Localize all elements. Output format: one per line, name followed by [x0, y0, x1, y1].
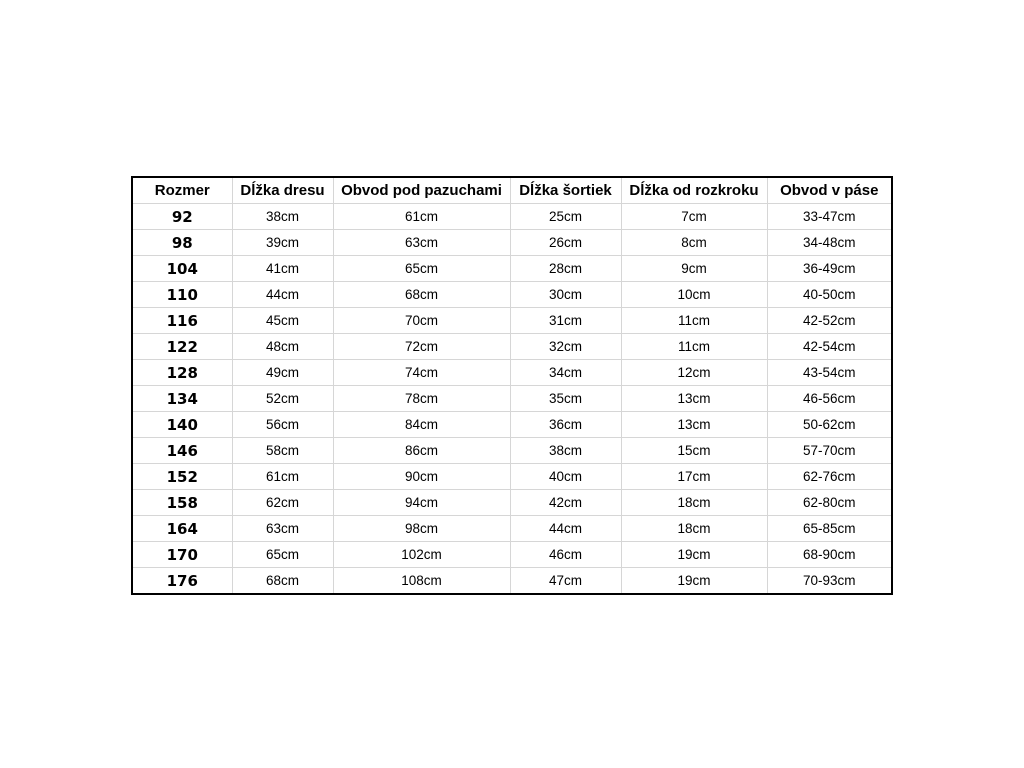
- table-row: [133, 334, 891, 360]
- table-row: [133, 412, 891, 438]
- chest-circumference-cell: 102cm: [333, 542, 510, 568]
- table-row: [133, 438, 891, 464]
- inseam-length-cell: 7cm: [621, 204, 767, 230]
- waist-circumference-cell: 70-93cm: [767, 568, 891, 594]
- jersey-length-cell: 39cm: [232, 230, 333, 256]
- inseam-length-cell: 13cm: [621, 386, 767, 412]
- shorts-length-cell: 44cm: [510, 516, 621, 542]
- jersey-length-cell: 48cm: [232, 334, 333, 360]
- inseam-length-cell: 13cm: [621, 412, 767, 438]
- chest-circumference-cell: 90cm: [333, 464, 510, 490]
- jersey-length-cell: 65cm: [232, 542, 333, 568]
- shorts-length-cell: 46cm: [510, 542, 621, 568]
- table-row: [133, 360, 891, 386]
- inseam-length-cell: 17cm: [621, 464, 767, 490]
- size-cell: 152: [133, 464, 232, 490]
- chest-circumference-cell: 108cm: [333, 568, 510, 594]
- size-cell: 146: [133, 438, 232, 464]
- chest-circumference-cell: 98cm: [333, 516, 510, 542]
- inseam-length-cell: 15cm: [621, 438, 767, 464]
- header-jersey-length: Dĺžka dresu: [232, 178, 333, 204]
- shorts-length-cell: 35cm: [510, 386, 621, 412]
- table-row: [133, 464, 891, 490]
- shorts-length-cell: 47cm: [510, 568, 621, 594]
- size-cell: 128: [133, 360, 232, 386]
- size-cell: 140: [133, 412, 232, 438]
- table-row: [133, 386, 891, 412]
- size-cell: 104: [133, 256, 232, 282]
- table-row: [133, 230, 891, 256]
- waist-circumference-cell: 62-76cm: [767, 464, 891, 490]
- jersey-length-cell: 44cm: [232, 282, 333, 308]
- chest-circumference-cell: 94cm: [333, 490, 510, 516]
- table-body: [133, 204, 891, 594]
- waist-circumference-cell: 34-48cm: [767, 230, 891, 256]
- header-chest-circumference: Obvod pod pazuchami: [333, 178, 510, 204]
- shorts-length-cell: 42cm: [510, 490, 621, 516]
- waist-circumference-cell: 50-62cm: [767, 412, 891, 438]
- chest-circumference-cell: 65cm: [333, 256, 510, 282]
- inseam-length-cell: 11cm: [621, 334, 767, 360]
- table-row: [133, 308, 891, 334]
- jersey-length-cell: 61cm: [232, 464, 333, 490]
- waist-circumference-cell: 62-80cm: [767, 490, 891, 516]
- waist-circumference-cell: 68-90cm: [767, 542, 891, 568]
- table-row: [133, 490, 891, 516]
- size-cell: 92: [133, 204, 232, 230]
- inseam-length-cell: 12cm: [621, 360, 767, 386]
- table-row: [133, 204, 891, 230]
- waist-circumference-cell: 33-47cm: [767, 204, 891, 230]
- table-row: [133, 256, 891, 282]
- shorts-length-cell: 32cm: [510, 334, 621, 360]
- jersey-length-cell: 52cm: [232, 386, 333, 412]
- header-waist-circumference: Obvod v páse: [767, 178, 891, 204]
- chest-circumference-cell: 72cm: [333, 334, 510, 360]
- size-cell: 122: [133, 334, 232, 360]
- header-shorts-length: Dĺžka šortiek: [510, 178, 621, 204]
- header-size: Rozmer: [133, 178, 232, 204]
- inseam-length-cell: 19cm: [621, 542, 767, 568]
- jersey-length-cell: 45cm: [232, 308, 333, 334]
- chest-circumference-cell: 74cm: [333, 360, 510, 386]
- inseam-length-cell: 10cm: [621, 282, 767, 308]
- waist-circumference-cell: 40-50cm: [767, 282, 891, 308]
- jersey-length-cell: 38cm: [232, 204, 333, 230]
- waist-circumference-cell: 42-52cm: [767, 308, 891, 334]
- size-cell: 176: [133, 568, 232, 594]
- shorts-length-cell: 38cm: [510, 438, 621, 464]
- shorts-length-cell: 34cm: [510, 360, 621, 386]
- inseam-length-cell: 18cm: [621, 490, 767, 516]
- chest-circumference-cell: 63cm: [333, 230, 510, 256]
- table-row: [133, 542, 891, 568]
- jersey-length-cell: 41cm: [232, 256, 333, 282]
- shorts-length-cell: 25cm: [510, 204, 621, 230]
- jersey-length-cell: 56cm: [232, 412, 333, 438]
- waist-circumference-cell: 65-85cm: [767, 516, 891, 542]
- size-cell: 110: [133, 282, 232, 308]
- waist-circumference-cell: 57-70cm: [767, 438, 891, 464]
- table-row: [133, 282, 891, 308]
- chest-circumference-cell: 86cm: [333, 438, 510, 464]
- waist-circumference-cell: 42-54cm: [767, 334, 891, 360]
- shorts-length-cell: 30cm: [510, 282, 621, 308]
- chest-circumference-cell: 78cm: [333, 386, 510, 412]
- size-cell: 116: [133, 308, 232, 334]
- header-inseam-length: Dĺžka od rozkroku: [621, 178, 767, 204]
- jersey-length-cell: 62cm: [232, 490, 333, 516]
- inseam-length-cell: 19cm: [621, 568, 767, 594]
- jersey-length-cell: 49cm: [232, 360, 333, 386]
- table-row: [133, 568, 891, 594]
- waist-circumference-cell: 36-49cm: [767, 256, 891, 282]
- header-row: [133, 178, 891, 204]
- waist-circumference-cell: 43-54cm: [767, 360, 891, 386]
- size-chart: [131, 176, 893, 595]
- shorts-length-cell: 40cm: [510, 464, 621, 490]
- size-cell: 134: [133, 386, 232, 412]
- jersey-length-cell: 63cm: [232, 516, 333, 542]
- size-table: [133, 178, 891, 593]
- jersey-length-cell: 68cm: [232, 568, 333, 594]
- inseam-length-cell: 8cm: [621, 230, 767, 256]
- inseam-length-cell: 9cm: [621, 256, 767, 282]
- inseam-length-cell: 18cm: [621, 516, 767, 542]
- jersey-length-cell: 58cm: [232, 438, 333, 464]
- chest-circumference-cell: 84cm: [333, 412, 510, 438]
- chest-circumference-cell: 68cm: [333, 282, 510, 308]
- chest-circumference-cell: 70cm: [333, 308, 510, 334]
- inseam-length-cell: 11cm: [621, 308, 767, 334]
- size-cell: 98: [133, 230, 232, 256]
- shorts-length-cell: 26cm: [510, 230, 621, 256]
- shorts-length-cell: 28cm: [510, 256, 621, 282]
- table-row: [133, 516, 891, 542]
- size-cell: 164: [133, 516, 232, 542]
- chest-circumference-cell: 61cm: [333, 204, 510, 230]
- size-cell: 158: [133, 490, 232, 516]
- size-cell: 170: [133, 542, 232, 568]
- shorts-length-cell: 36cm: [510, 412, 621, 438]
- shorts-length-cell: 31cm: [510, 308, 621, 334]
- waist-circumference-cell: 46-56cm: [767, 386, 891, 412]
